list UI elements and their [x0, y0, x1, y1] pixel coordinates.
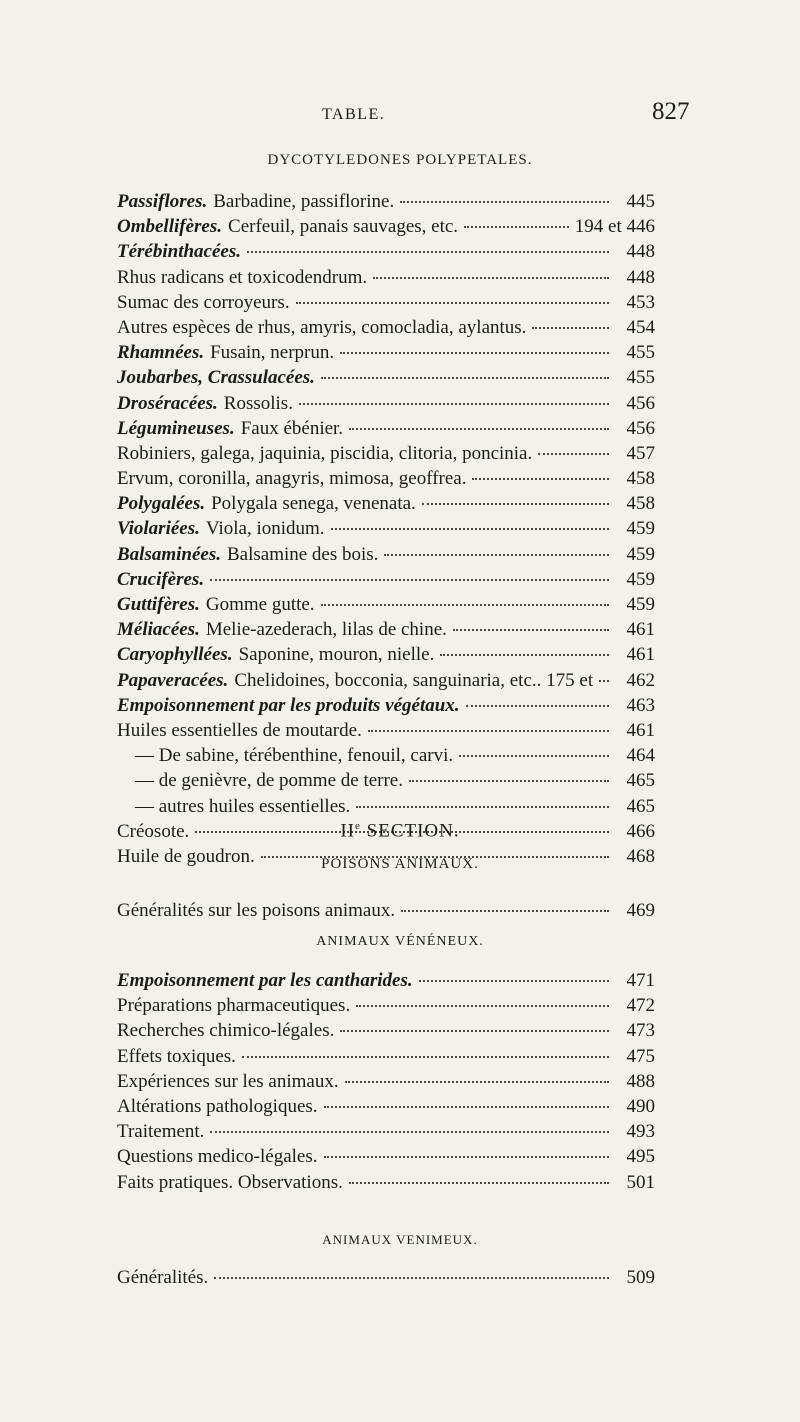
entry-page: 448: [626, 241, 655, 263]
entry-page: 463: [626, 694, 655, 716]
entry-page: 469: [626, 900, 655, 921]
dot-leader: [321, 358, 609, 379]
entry-title: Ombellifères.: [117, 216, 223, 238]
entry-title: Droséracées.: [117, 392, 218, 414]
entry-text: Gomme gutte.: [205, 594, 315, 615]
dot-leader: [210, 560, 609, 581]
entry-text: Saponine, mouron, nielle.: [238, 644, 435, 666]
dot-leader: [459, 736, 609, 757]
dot-leader: [472, 459, 609, 480]
entry-text: Huiles essentielles de moutarde.: [117, 719, 362, 741]
dot-leader: [401, 891, 609, 912]
entry-page: 473: [626, 1020, 655, 1042]
entry-title: Balsaminées.: [117, 543, 221, 565]
entry-page: 464: [626, 745, 655, 767]
toc-entry[interactable]: [117, 1262, 655, 1287]
entry-page: 456: [626, 392, 655, 414]
entry-page: 455: [626, 367, 655, 389]
entry-text: Généralités.: [117, 1267, 209, 1288]
entry-text: Altérations pathologiques.: [117, 1095, 318, 1117]
dot-leader: [453, 610, 609, 631]
dot-leader: [340, 333, 609, 354]
section-number-sup: e: [355, 820, 361, 832]
entry-page: 472: [626, 995, 655, 1017]
section-subtitle: POISONS ANIMAUX.: [321, 856, 479, 872]
entry-text: Barbadine, passiflorine.: [213, 191, 395, 212]
entry-page: 488: [626, 1070, 655, 1092]
entry-text: Faux ébénier.: [240, 417, 344, 439]
entry-text: Créosote.: [117, 820, 190, 842]
dot-leader: [299, 384, 609, 405]
dot-leader: [210, 1112, 609, 1133]
dot-leader: [538, 434, 609, 455]
subsection-heading: ANIMAUX VENIMEUX.: [322, 1232, 478, 1247]
dot-leader: [324, 1137, 609, 1158]
entry-page: 461: [626, 644, 655, 666]
section-heading: DYCOTYLEDONES POLYPETALES.: [267, 152, 533, 168]
entry-text: — autres huiles essentielles.: [135, 795, 351, 817]
toc-list: [117, 186, 655, 866]
entry-page: 458: [626, 468, 655, 490]
entry-page: 509: [626, 1267, 655, 1288]
dot-leader: [242, 1037, 609, 1058]
entry-text: Melie-azederach, lilas de chine.: [205, 619, 447, 641]
entry-title: Guttifères.: [117, 594, 200, 615]
entry-page: 445: [626, 191, 655, 212]
entry-page: 456: [626, 417, 655, 439]
entry-page: 448: [626, 266, 655, 288]
toc-entry[interactable]: [117, 186, 655, 211]
entry-page: 501: [626, 1171, 655, 1193]
dot-leader: [321, 585, 609, 606]
entry-text: Fusain, nerprun.: [210, 342, 335, 364]
entry-page: 459: [626, 568, 655, 590]
entry-text: Effets toxiques.: [117, 1045, 236, 1067]
section-number: II: [340, 820, 356, 842]
entry-text: Généralités sur les poisons animaux.: [117, 900, 396, 921]
subsection-heading: ANIMAUX VÉNÉNEUX.: [316, 934, 484, 949]
toc-entry[interactable]: [117, 1167, 655, 1192]
entry-text: Huile de goudron.: [117, 845, 255, 867]
toc-entry[interactable]: [117, 639, 655, 664]
entry-page: 459: [626, 518, 655, 540]
entry-text: Viola, ionidum.: [205, 518, 325, 540]
entry-page: 458: [626, 493, 655, 515]
entry-title: Caryophyllées.: [117, 644, 233, 666]
entry-title: Légumineuses.: [117, 417, 235, 439]
entry-text: Polygala senega, venenata.: [211, 493, 416, 515]
toc-list: [117, 1262, 655, 1287]
entry-page: 468: [626, 845, 655, 867]
dot-leader: [384, 535, 609, 556]
entry-page: 461: [626, 619, 655, 641]
entry-page: 455: [626, 342, 655, 364]
entry-title: Passiflores.: [117, 191, 208, 212]
entry-text: Traitement.: [117, 1121, 205, 1143]
dot-leader: [599, 661, 609, 682]
entry-text: Expériences sur les animaux.: [117, 1070, 339, 1092]
dot-leader: [400, 182, 609, 203]
dot-leader: [532, 308, 609, 329]
entry-text: Ervum, coronilla, anagyris, mimosa, geoffrea.: [117, 468, 467, 490]
toc-entry[interactable]: [117, 895, 655, 920]
entry-page: 453: [626, 291, 655, 313]
toc-intro: [117, 895, 655, 920]
entry-page: 462: [626, 669, 655, 691]
dot-leader: [247, 232, 609, 253]
dot-leader: [356, 787, 609, 808]
dot-leader: [368, 711, 609, 732]
entry-title: Méliacées.: [117, 619, 200, 641]
entry-page: 194 et 446: [574, 216, 655, 238]
dot-leader: [409, 761, 609, 782]
entry-page: 454: [626, 316, 655, 338]
entry-text: Rhus radicans et toxicodendrum.: [117, 266, 368, 288]
dot-leader: [296, 283, 609, 304]
dot-leader: [440, 635, 609, 656]
entry-page: 475: [626, 1045, 655, 1067]
entry-page: 493: [626, 1121, 655, 1143]
running-title: TABLE.: [322, 106, 386, 123]
entry-title: Térébinthacées.: [117, 241, 242, 263]
dot-leader: [349, 409, 609, 430]
dot-leader: [214, 1258, 609, 1279]
entry-text: Sumac des corroyeurs.: [117, 291, 290, 313]
section-title: [0, 820, 800, 842]
dot-leader: [466, 686, 609, 707]
dot-leader: [340, 1011, 609, 1032]
entry-text: Cerfeuil, panais sauvages, etc.: [228, 216, 459, 238]
entry-text: — de genièvre, de pomme de terre.: [135, 770, 403, 792]
entry-page: 471: [626, 970, 655, 991]
entry-text: Préparations pharmaceutiques.: [117, 995, 351, 1017]
entry-page: 461: [626, 719, 655, 741]
entry-page: 495: [626, 1146, 655, 1168]
entry-text: Balsamine des bois.: [226, 543, 379, 565]
entry-page: 490: [626, 1095, 655, 1117]
entry-text: Chelidoines, bocconia, sanguinaria, etc.. 175 et: [234, 669, 594, 691]
entry-title: Empoisonnement par les produits végétaux.: [117, 694, 460, 716]
page-header: [0, 82, 800, 125]
entry-text: Recherches chimico-légales.: [117, 1020, 335, 1042]
entry-page: 457: [626, 442, 655, 464]
entry-page: 466: [626, 820, 655, 842]
entry-text: Faits pratiques. Observations.: [117, 1171, 343, 1193]
entry-text: — De sabine, térébenthine, fenouil, carvi.: [135, 745, 454, 767]
dot-leader: [464, 207, 569, 228]
entry-title: Rhamnées.: [117, 342, 205, 364]
entry-title: Empoisonnement par les cantharides.: [117, 970, 413, 991]
dot-leader: [419, 961, 609, 982]
entry-page: 459: [626, 543, 655, 565]
entry-text: Questions medico-légales.: [117, 1146, 318, 1168]
entry-text: Autres espèces de rhus, amyris, comocladia, aylantus.: [117, 316, 527, 338]
entry-title: Joubarbes, Crassulacées.: [117, 367, 315, 389]
dot-leader: [422, 484, 609, 505]
entry-title: Violariées.: [117, 518, 200, 540]
entry-text: Rossolis.: [223, 392, 293, 414]
dot-leader: [373, 258, 609, 279]
entry-page: 465: [626, 770, 655, 792]
dot-leader: [349, 1163, 609, 1184]
dot-leader: [345, 1062, 609, 1083]
section-word: SECTION.: [366, 820, 460, 842]
entry-page: 465: [626, 795, 655, 817]
entry-page: 459: [626, 594, 655, 615]
entry-title: Polygalées.: [117, 493, 206, 515]
dot-leader: [356, 986, 609, 1007]
entry-text: Robiniers, galega, jaquinia, piscidia, clitoria, poncinia.: [117, 442, 533, 464]
entry-title: Papaveracées.: [117, 669, 229, 691]
entry-title: Crucifères.: [117, 568, 205, 590]
dot-leader: [331, 509, 609, 530]
dot-leader: [324, 1087, 609, 1108]
toc-list: [117, 965, 655, 1192]
page-number: 827: [652, 98, 690, 125]
